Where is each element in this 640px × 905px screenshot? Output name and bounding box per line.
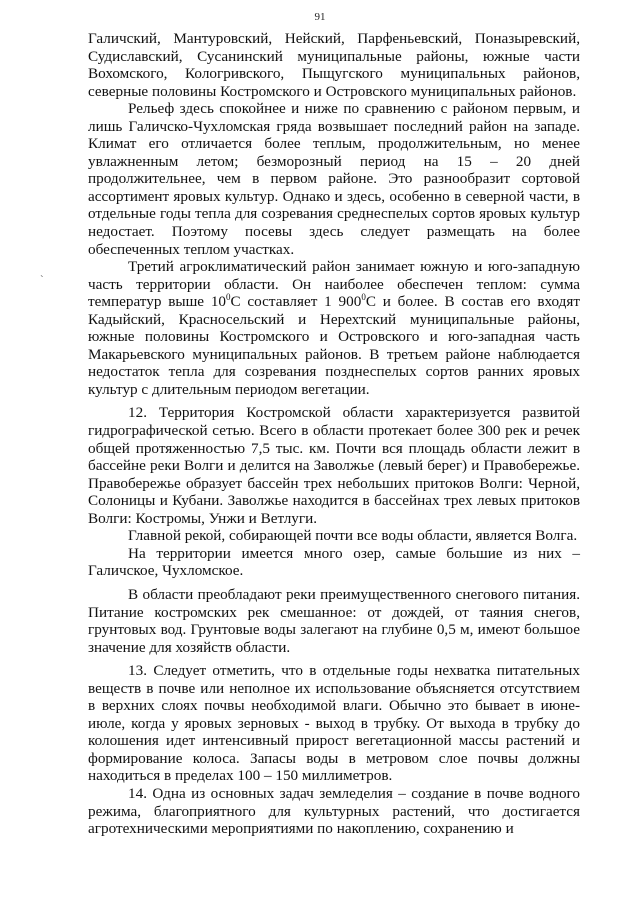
paragraph-water-regime: 14. Одна из основных задач земледелия – создание в почве водного режима, благоприятного для культурных растений, что достигается агротехническими мероприятиями по накоплению, сохранению и [88, 784, 580, 838]
page-number: 91 [314, 11, 326, 23]
paragraph-third-zone [88, 258, 580, 398]
body-text [88, 30, 580, 838]
paragraph-relief: Рельеф здесь спокойнее и ниже по сравнению с районом первым, и лишь Галичско-Чухломская гряда возвышает последний район на западе. Климат его отличается более теплым, продолжительным, но менее увлажненным летом; безморозный период на 15 – 20 дней продолжительнее, чем в первом районе. Это разнообразит сортовой ассортимент яровых культур. Однако и здесь, особенно в северной части, в отдельные годы тепла для созревания среднеспелых сортов яровых культур недостает. Поэтому посевы здесь следует размещать на более обеспеченных теплом участках. [88, 100, 580, 258]
paragraph-district-list: Галичский, Мантуровский, Нейский, Парфеньевский, Поназыревский, Судиславский, Сусанинский муниципальные районы, южные части Вохомского, Кологривского, Пыщугского муниципальных районов, северные половины Костромского и Островского муниципальных районов. [88, 30, 580, 100]
paragraph-volga: Главной рекой, собирающей почти все воды области, является Волга. [128, 527, 578, 545]
degree-superscript: 0 [226, 292, 231, 303]
paragraph-rivers-feeding: В области преобладают реки преимущественного снегового питания. Питание костромских рек смешанное: от дождей, от таяния снегов, грунтовых вод. Грунтовые воды залегают на глубине 0,5 м, имеют большое значение для хозяйств области. [88, 585, 580, 656]
stray-mark: ˋ [40, 274, 44, 286]
paragraph-hydrography: 12. Территория Костромской области характеризуется развитой гидрографической сетью. Всего в области протекает более 300 рек и речек общей протяженностью 7,5 тыс. км. Почти вся площадь области лежит в бассейне реки Волги и делится на Заволжье (левый берег) и Правобережье. Правобережье образует бассейн трех небольших притоков Волги: Черной, Солоницы и Кубани. Заволжье находится в бассейнах трех левых притоков Волги: Костромы, Унжи и Ветлуги. [88, 404, 580, 527]
paragraph-lakes: На территории имеется много озер, самые большие из них – Галичское, Чухломское. [88, 544, 580, 580]
paragraph-moisture: 13. Следует отметить, что в отдельные годы нехватка питательных веществ в почве или неполное их использование объясняется отсутствием в верхних слоях почвы необходимой влаги. Обычно это бывает в июне-июле, когда у яровых зерновых - выход в трубку. От выхода в трубку до колошения идет интенсивный прирост вегетационной массы растений и формирование колоса. Запасы воды в метровом слое почвы должны находиться в пределах 100 – 150 миллиметров. [88, 662, 580, 785]
degree-superscript: 0 [361, 292, 366, 303]
third-zone-text-c: С и более. В состав его входят Кадыйский, Красносельский и Нерехтский муниципальные районы, южные половины Костромского и Островского и юго-западная часть Макарьевского муниципальных районов. В третьем районе наблюдается недостаток тепла для созревания позднеспелых сортов ранних яровых культур с длительным периодом вегетации. [88, 293, 581, 398]
third-zone-text-a: Третий агроклиматический район занимает южную и юго-западную часть территории области. Он наиболее обеспечен теплом: сумма температур выше 10 [88, 258, 580, 311]
third-zone-text-b: С составляет 1 900 [230, 293, 362, 311]
